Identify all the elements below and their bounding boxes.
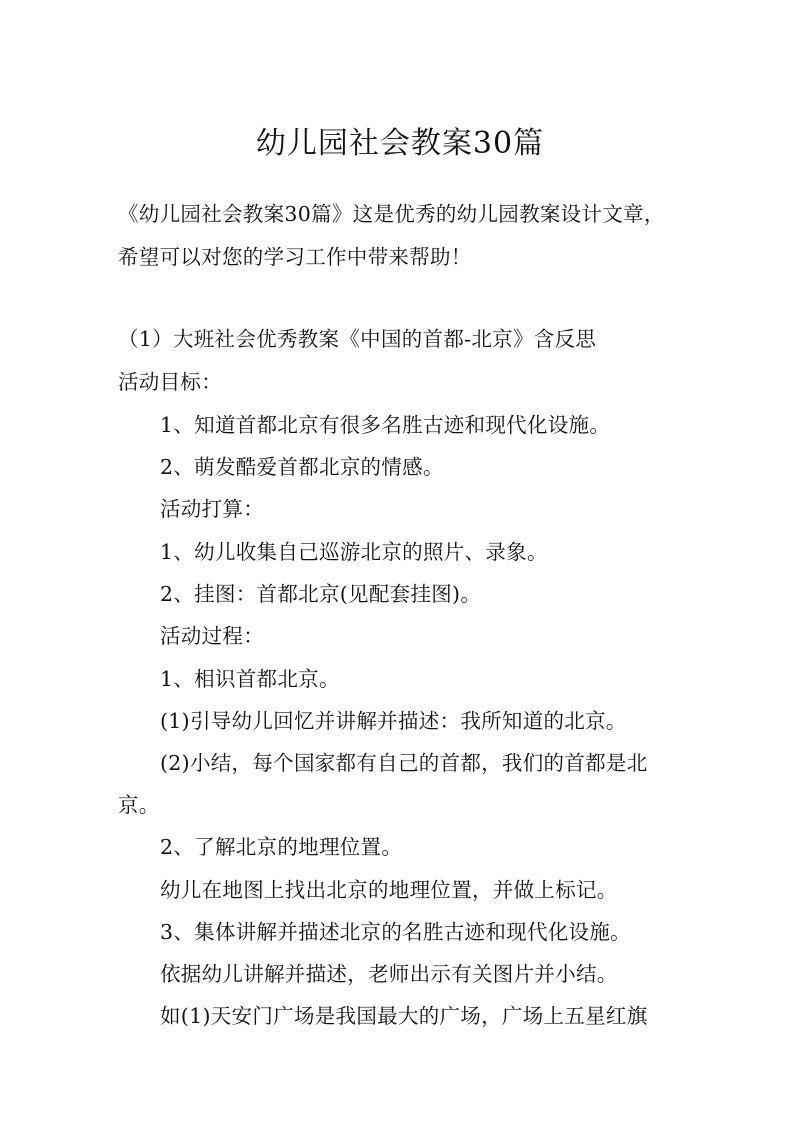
text-line: 依据幼儿讲解并描述，老师出示有关图片并小结。 bbox=[160, 962, 618, 986]
text-line: 2、挂图：首都北京(见配套挂图)。 bbox=[160, 582, 482, 606]
text-line: 活动目标： bbox=[118, 370, 222, 394]
text-line: 活动过程： bbox=[160, 624, 264, 648]
text-line: 3、集体讲解并描述北京的名胜古迹和现代化设施。 bbox=[160, 920, 631, 944]
text-line: 2、了解北京的地理位置。 bbox=[160, 835, 403, 859]
text-line: 幼儿在地图上找出北京的地理位置，并做上标记。 bbox=[160, 878, 618, 902]
text-line: 京。 bbox=[118, 793, 160, 817]
text-line: 1、知道首都北京有很多名胜古迹和现代化设施。 bbox=[160, 413, 611, 437]
text-line: 2、萌发酷爱首都北京的情感。 bbox=[160, 455, 444, 479]
text-line: 如(1)天安门广场是我国最大的广场，广场上五星红旗 bbox=[160, 1004, 648, 1028]
text-line: 活动打算： bbox=[160, 497, 264, 521]
intro-line-2: 希望可以对您的学习工作中带来帮助！ bbox=[118, 245, 472, 269]
document-title: 幼儿园社会教案30篇 bbox=[255, 126, 545, 161]
text-line: (1)引导幼儿回忆并讲解并描述：我所知道的北京。 bbox=[160, 709, 627, 733]
text-line: 1、幼儿收集自己巡游北京的照片、录象。 bbox=[160, 540, 548, 564]
intro-line-1: 《幼儿园社会教案30篇》这是优秀的幼儿园教案设计文章， bbox=[118, 202, 665, 226]
section-heading: （1）大班社会优秀教案《中国的首都-北京》含反思 bbox=[118, 327, 597, 351]
text-line: (2)小结，每个国家都有自己的首都，我们的首都是北 bbox=[160, 751, 648, 775]
text-line: 1、相识首都北京。 bbox=[160, 667, 340, 691]
